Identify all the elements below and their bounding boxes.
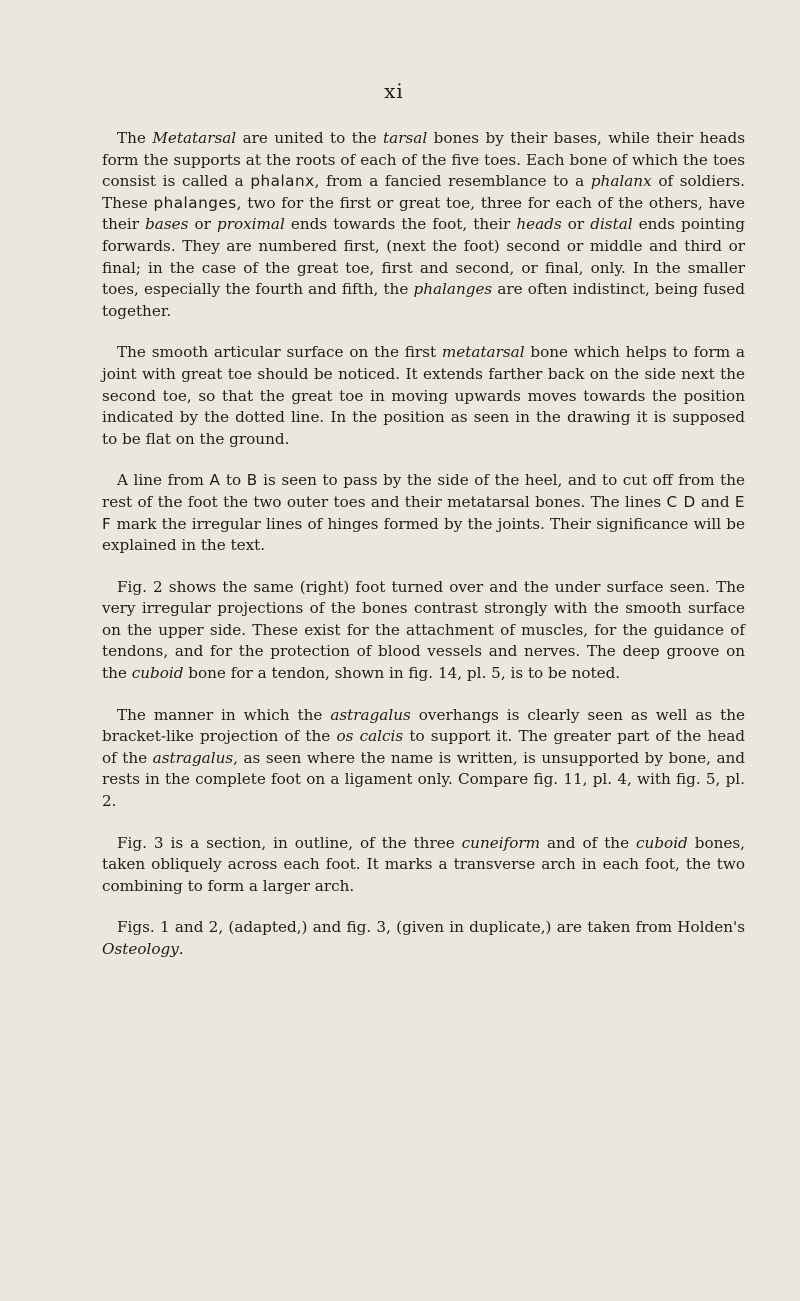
text-run: A line from <box>117 471 210 490</box>
text-run: , as seen where the name is written, is unsupported by bone, and rests in the complete foot on a ligament only. Compare fig. 11, pl. 4, with fig. 5, pl. 2. <box>102 748 745 811</box>
text-run: and of the <box>540 833 637 852</box>
text-run: Figs. 1 and 2, (adapted,) and fig. 3, (given in duplicate,) are taken from Holden's <box>117 918 745 937</box>
paragraph-5 <box>102 705 745 813</box>
text-run: are united to the <box>236 129 384 147</box>
text-run: bone which helps to form a joint with great toe should be noticed. It extends farther back on the side next the second toe, so that the great toe in moving upwards moves towards the position indicated by the dotted line. In the position as seen in the drawing it is supposed to be flat on the ground. <box>102 343 745 448</box>
paragraph-4 <box>102 577 745 685</box>
text-run: are often indistinct, being fused together. <box>102 280 746 320</box>
text-run: , from a fancied resemblance to a <box>314 172 591 191</box>
paragraph-7 <box>102 917 745 960</box>
italic-term: cuboid <box>131 664 184 683</box>
spaced-term: phalanx <box>250 172 315 191</box>
text-run: bones by their bases, while their heads form the supports at the roots of each of the five toes. Each bone of which the toes consist is called a <box>102 129 745 191</box>
text-run: Fig. 2 shows the same (right) foot turned over and the under surface seen. The very irregular projections of the bones contrast strongly with the smooth surface on the upper side. These exist for the attachment of muscles, for the guidance of tendons, and for the protection of blood vessels and nerves. The deep groove on the <box>102 577 745 683</box>
page-number: xi <box>384 79 404 103</box>
italic-term: tarsal <box>383 129 428 147</box>
italic-term: Metatarsal <box>152 129 237 147</box>
italic-term: cuneiform <box>461 833 540 852</box>
text-run: Fig. 3 is a section, in outline, of the three <box>117 833 462 852</box>
text-run: overhangs is clearly seen as well as the bracket-like projection of the <box>102 705 745 746</box>
text-run: , two for the first or great toe, three for each of the others, have their <box>102 193 745 234</box>
text-run: to <box>220 471 247 490</box>
italic-term: bases <box>145 215 189 234</box>
spaced-term: E F <box>102 492 745 533</box>
italic-term: phalanx <box>590 172 652 191</box>
italic-term: distal <box>590 215 633 234</box>
text-run: The <box>117 129 153 147</box>
text-run: ends pointing forwards. They are numbered first, (next the foot) second or middle and third or final; in the case of the great toe, first and second, or final, only. In the smaller toes, especially the fourth and fifth, the <box>102 215 745 299</box>
text-run: ends towards the foot, their <box>284 215 517 234</box>
italic-term: proximal <box>216 215 285 234</box>
spaced-term: B <box>246 471 258 490</box>
italic-term: astragalus <box>330 705 411 724</box>
italic-term: os calcis <box>336 727 404 746</box>
text-run: bone for a tendon, shown in fig. 14, pl. 5, is to be noted. <box>183 664 621 683</box>
text-run: and <box>695 492 735 511</box>
italic-term: heads <box>516 215 562 234</box>
paragraph-2 <box>102 342 745 450</box>
spaced-term: A <box>209 471 221 490</box>
paragraph-6 <box>102 833 745 898</box>
text-run: The smooth articular surface on the first <box>117 343 442 362</box>
italic-term: astragalus <box>152 748 234 767</box>
italic-term: Osteology <box>102 940 179 958</box>
italic-term: phalanges <box>413 280 493 299</box>
spaced-term: C D <box>666 492 696 511</box>
text-run: or <box>561 215 591 234</box>
spaced-term: phalanges <box>153 193 237 212</box>
paragraph-3 <box>102 470 745 556</box>
text-run: bones, taken obliquely across each foot. It marks a transverse arch in each foot, the two combining to form a larger arch. <box>102 833 745 895</box>
text-run: of soldiers. These <box>102 172 745 212</box>
italic-term: cuboid <box>636 833 688 852</box>
body-text <box>102 128 745 961</box>
text-run: The manner in which the <box>117 705 331 724</box>
text-run: to support it. The greater part of the head of the <box>102 727 745 767</box>
text-run: is seen to pass by the side of the heel, and to cut off from the rest of the foot the two outer toes and their metatarsal bones. The lines <box>102 471 745 511</box>
paragraph-1 <box>102 128 745 322</box>
italic-term: metatarsal <box>441 343 525 362</box>
text-run: . <box>178 940 184 958</box>
text-run: mark the irregular lines of hinges formed by the joints. Their significance will be explained in the text. <box>102 514 745 555</box>
text-run: or <box>188 215 217 234</box>
